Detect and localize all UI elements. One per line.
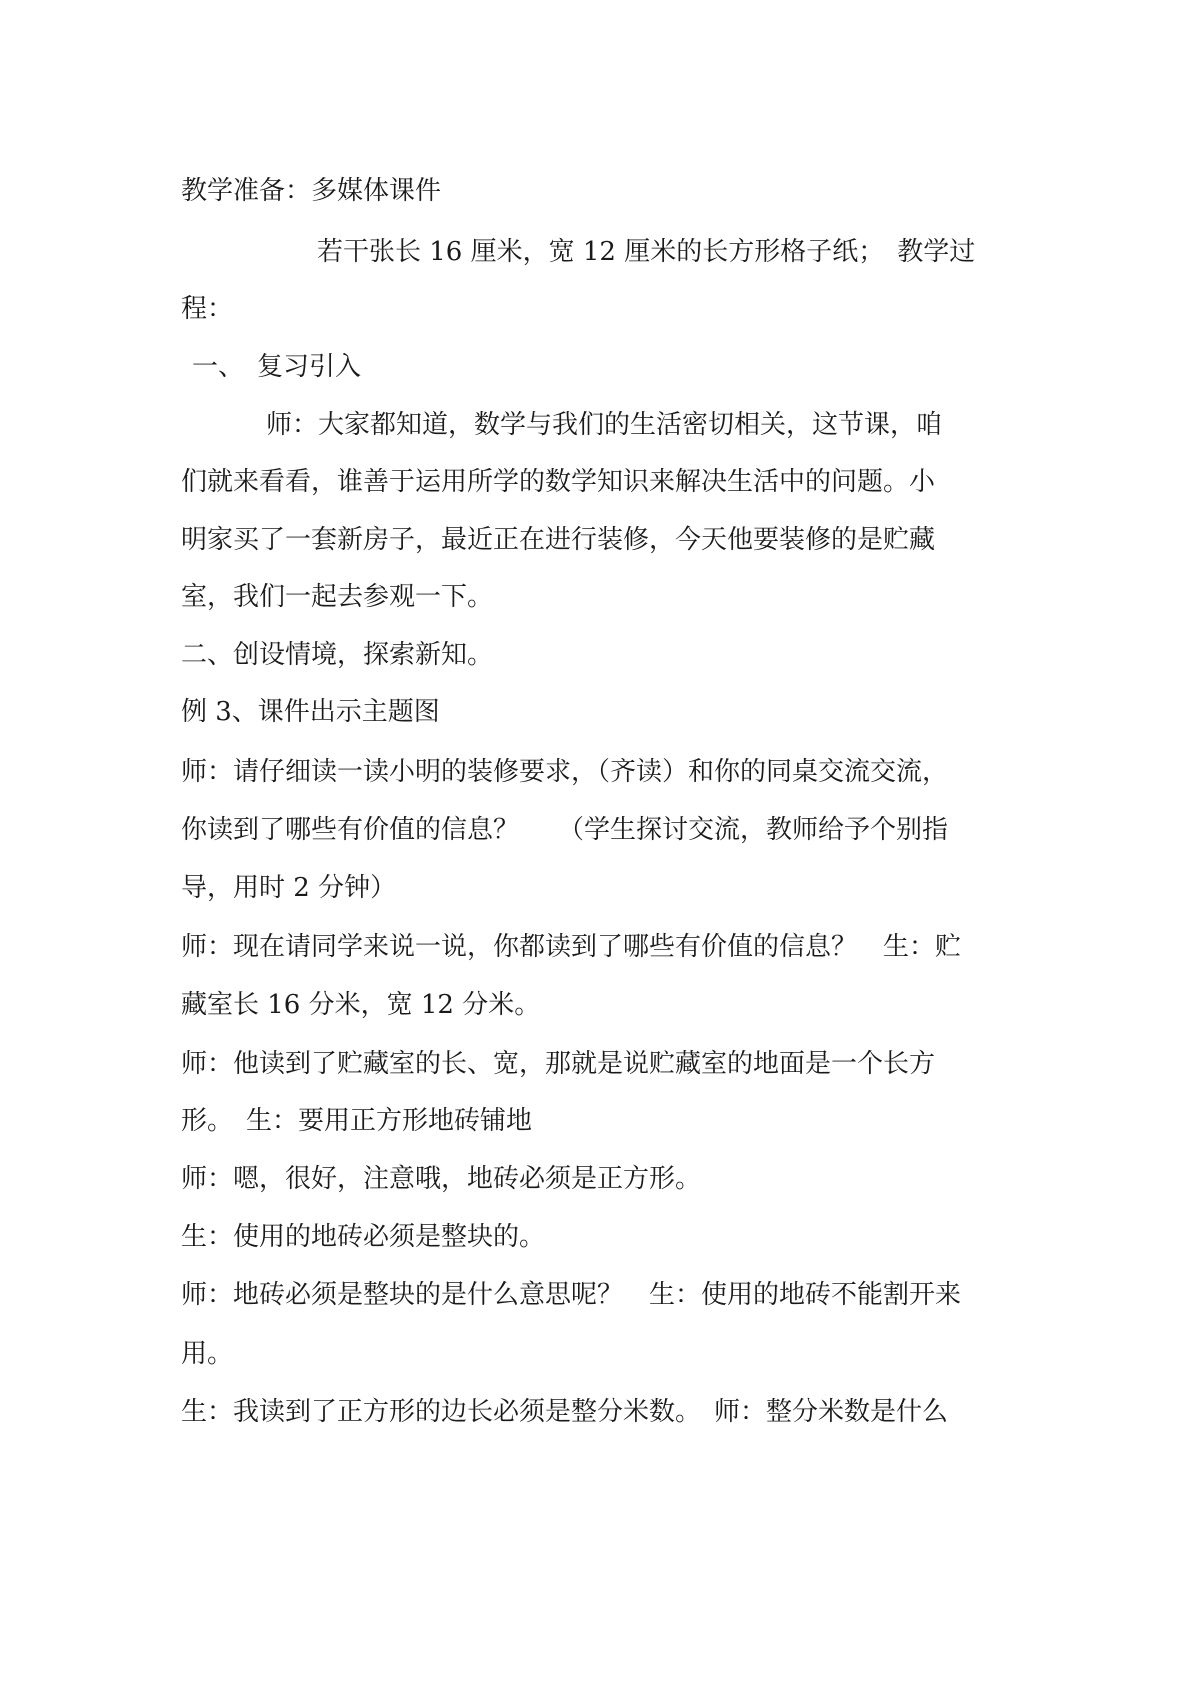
text-line: 师：他读到了贮藏室的长、宽，那就是说贮藏室的地面是一个长方 xyxy=(181,1049,936,1079)
text-line: 导，用时 2 分钟） xyxy=(181,873,397,903)
text-line: 用。 xyxy=(181,1339,234,1369)
text-line: 师：请仔细读一读小明的装修要求，（齐读）和你的同桌交流交流， xyxy=(181,757,949,787)
text-line: 若干张长 16 厘米，宽 12 厘米的长方形格子纸； 教学过 xyxy=(317,237,976,267)
section-heading: 二、创设情境，探索新知。 xyxy=(181,640,494,670)
text-line: 教学准备：多媒体课件 xyxy=(181,176,442,206)
text-line: 室，我们一起去参观一下。 xyxy=(181,582,494,612)
section-heading: 一、 复习引入 xyxy=(192,352,362,382)
text-line: 师：现在请同学来说一说，你都读到了哪些有价值的信息？ 生：贮 xyxy=(181,932,962,962)
text-line: 程： xyxy=(181,294,234,324)
text-line: 师：地砖必须是整块的是什么意思呢？ 生：使用的地砖不能割开来 xyxy=(181,1280,962,1310)
text-line: 生：使用的地砖必须是整块的。 xyxy=(181,1222,546,1252)
text-line: 藏室长 16 分米，宽 12 分米。 xyxy=(181,990,541,1020)
text-line: 师：嗯，很好，注意哦，地砖必须是正方形。 xyxy=(181,1164,702,1194)
text-line: 你读到了哪些有价值的信息？ （学生探讨交流，教师给予个别指 xyxy=(181,815,949,845)
text-line: 例 3、课件出示主题图 xyxy=(181,697,440,727)
text-line: 生：我读到了正方形的边长必须是整分米数。 师：整分米数是什么 xyxy=(181,1397,949,1427)
text-line: 形。 生：要用正方形地砖铺地 xyxy=(181,1106,533,1136)
text-line: 们就来看看，谁善于运用所学的数学知识来解决生活中的问题。小 xyxy=(181,467,936,497)
text-line: 明家买了一套新房子，最近正在进行装修，今天他要装修的是贮藏 xyxy=(181,525,936,555)
text-line: 师：大家都知道，数学与我们的生活密切相关，这节课，咱 xyxy=(266,410,943,440)
